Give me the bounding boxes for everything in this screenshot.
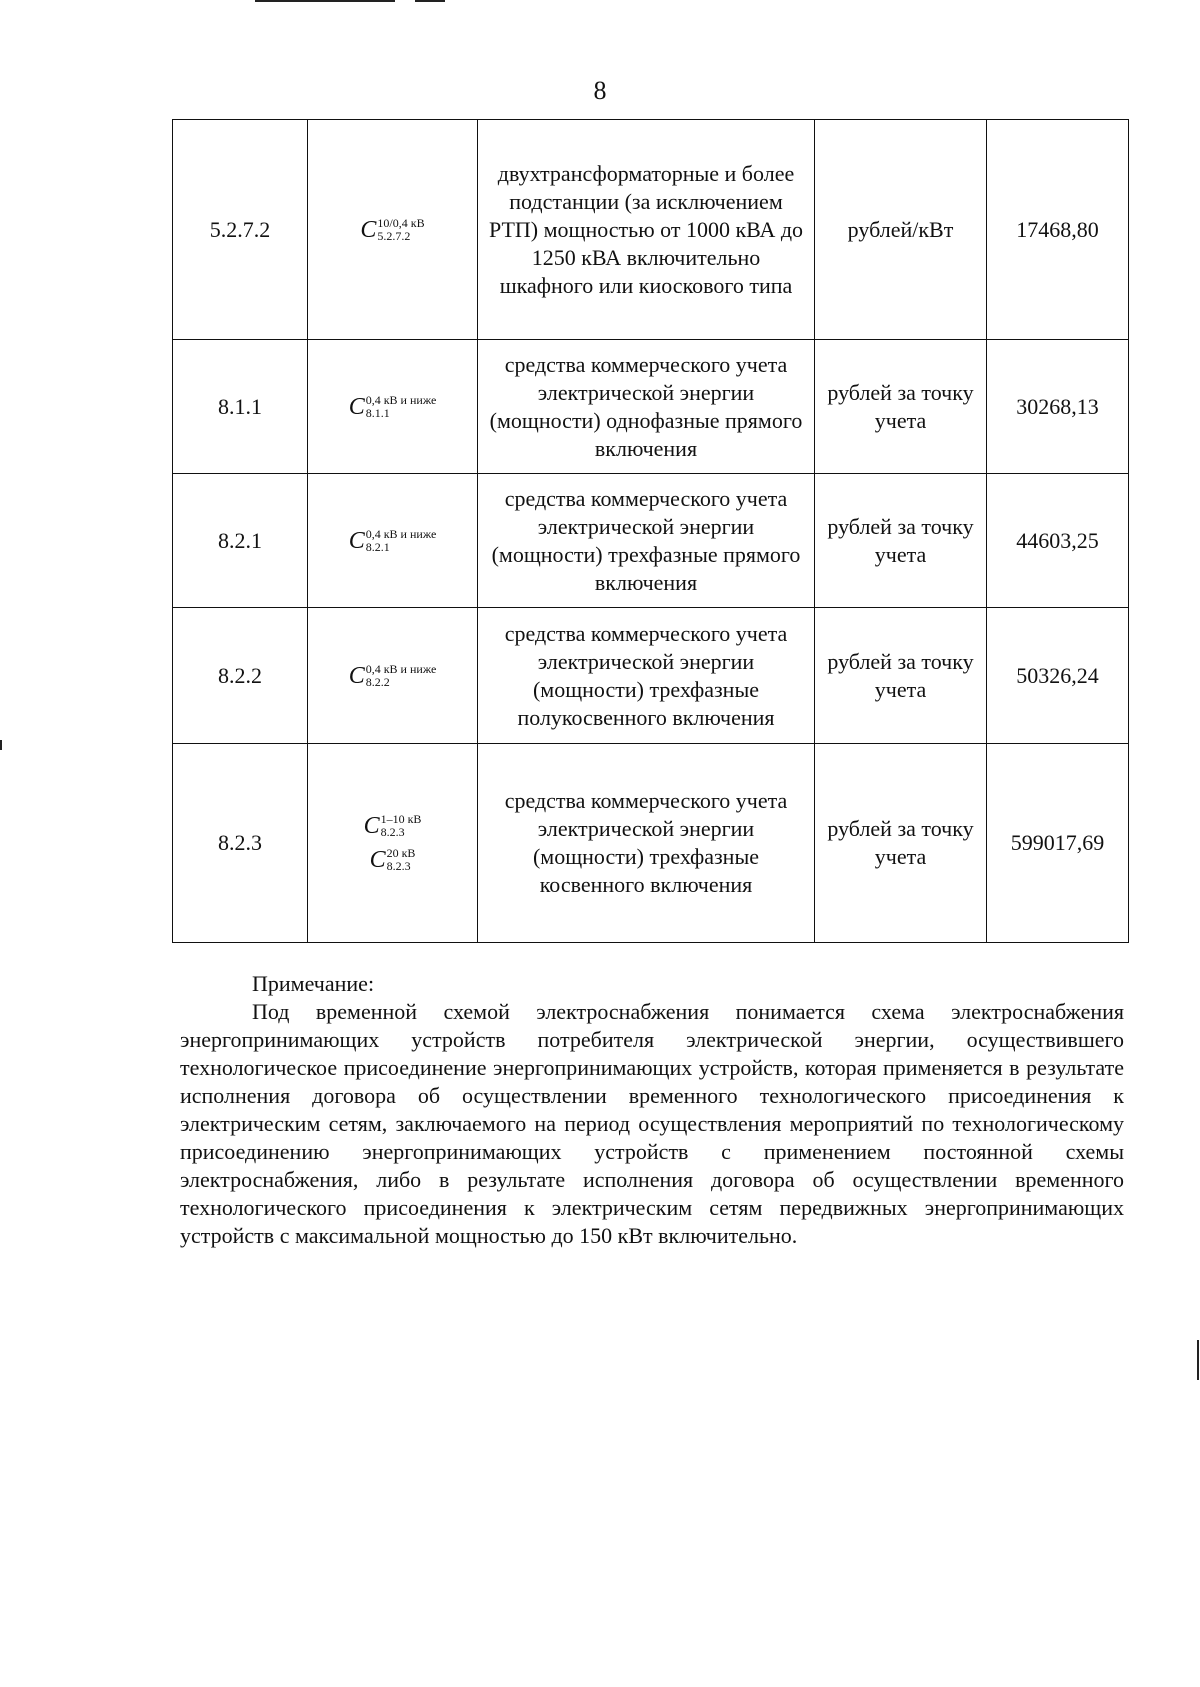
note-text: Под временной схемой электроснабжения понимается схема электроснабжения энергопринимающих устройств потребителя электрической энергии, осуществившего технологическое присоединение энергопринимающих устройств, которая применяется в результате исполнения договора об осуществлении временного технологического присоединения к электрическим сетям, заключаемого на период осуществления мероприятий по технологическому присоединению энергопринимающих устройств с применением постоянной схемы электроснабжения, либо в результате исполнения договора об осуществлении временного технологического присоединения к электрическим сетям передвижных энергопринимающих устройств с максимальной мощностью до 150 кВт включительно. [180,999,1124,1248]
tariff-symbol: C 20 кВ 8.2.3 [369,846,416,873]
row-value: 30268,13 [987,340,1129,474]
tariff-symbol: C 0,4 кВ и ниже 8.2.1 [348,526,437,554]
tariff-symbol: C 10/0,4 кВ 5.2.7.2 [360,215,425,243]
row-description: средства коммерческого учета электрической энергии (мощности) трехфазные полукосвенного включения [478,608,815,744]
scan-artifact [1197,1340,1199,1380]
row-unit: рублей за точку учета [815,474,987,608]
scan-artifact [255,0,395,2]
row-value: 599017,69 [987,744,1129,943]
row-code: 8.1.1 [173,340,308,474]
row-value: 17468,80 [987,120,1129,340]
table-row [173,474,1129,608]
scan-artifact [0,740,2,750]
tariff-symbol: C 0,4 кВ и ниже 8.1.1 [348,392,437,420]
row-unit: рублей за точку учета [815,608,987,744]
row-unit: рублей за точку учета [815,340,987,474]
note-title: Примечание: [252,971,375,996]
row-symbol-cell [308,120,478,340]
tariff-symbol: C 0,4 кВ и ниже 8.2.2 [348,661,437,689]
table-row [173,120,1129,340]
table-row [173,608,1129,744]
row-unit: рублей за точку учета [815,744,987,943]
table-row [173,340,1129,474]
scan-artifact [415,0,445,2]
page-number: 8 [593,76,607,105]
row-symbol-cell [308,744,478,943]
note-block [180,970,1124,1250]
row-description: средства коммерческого учета электрической энергии (мощности) трехфазные косвенного включения [478,744,815,943]
row-symbol-cell [308,608,478,744]
row-symbol-cell [308,474,478,608]
row-code: 8.2.3 [173,744,308,943]
tariff-symbol: C 1–10 кВ 8.2.3 [363,812,422,839]
row-value: 44603,25 [987,474,1129,608]
table-row [173,744,1129,943]
row-symbol-cell [308,340,478,474]
row-description: двухтрансформаторные и более подстанции (за исключением РТП) мощностью от 1000 кВА до 1250 кВА включительно шкафного или киоскового типа [478,120,815,340]
row-code: 5.2.7.2 [173,120,308,340]
row-description: средства коммерческого учета электрической энергии (мощности) трехфазные прямого включения [478,474,815,608]
row-value: 50326,24 [987,608,1129,744]
row-unit: рублей/кВт [815,120,987,340]
row-description: средства коммерческого учета электрической энергии (мощности) однофазные прямого включения [478,340,815,474]
row-code: 8.2.1 [173,474,308,608]
tariff-table [172,119,1129,943]
row-code: 8.2.2 [173,608,308,744]
